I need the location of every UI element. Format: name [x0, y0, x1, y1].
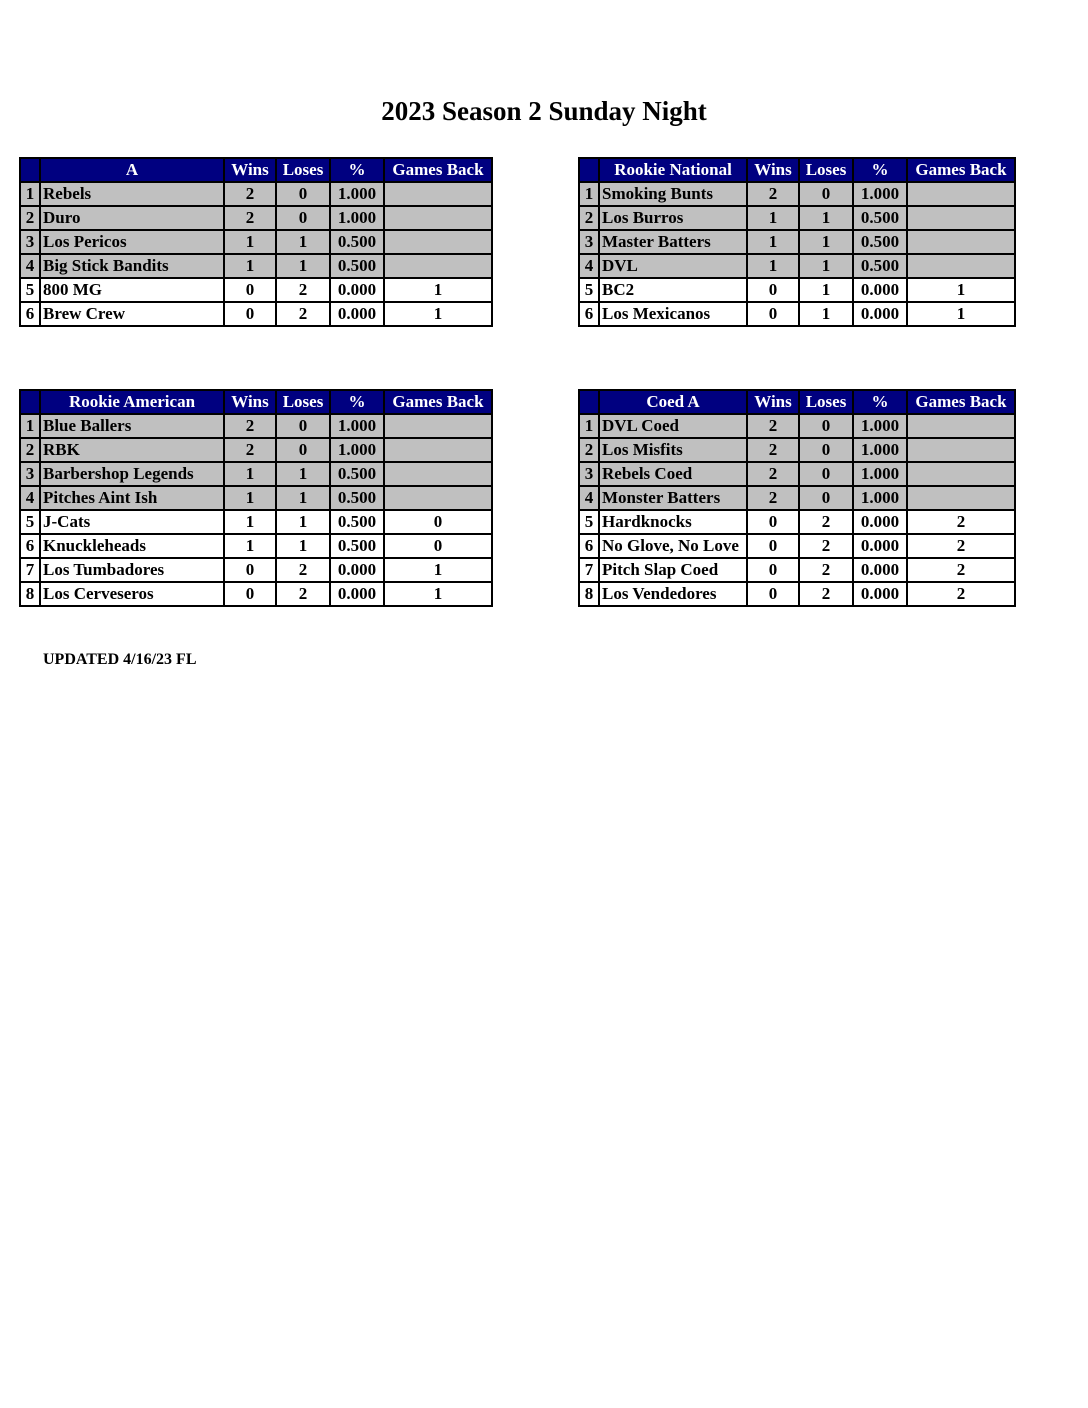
- team-name-cell: Knuckleheads: [40, 534, 224, 558]
- header-games-back: Games Back: [907, 390, 1015, 414]
- pct-cell: 0.000: [330, 582, 384, 606]
- team-name-cell: DVL: [599, 254, 747, 278]
- division-name: Rookie National: [599, 158, 747, 182]
- rank-cell: 1: [579, 182, 599, 206]
- table-row: [20, 230, 492, 254]
- loses-cell: 1: [276, 254, 330, 278]
- pct-cell: 0.500: [330, 486, 384, 510]
- team-name-cell: DVL Coed: [599, 414, 747, 438]
- team-name-cell: Duro: [40, 206, 224, 230]
- loses-cell: 2: [276, 302, 330, 326]
- updated-note: UPDATED 4/16/23 FL: [43, 651, 197, 668]
- pct-cell: 0.000: [853, 582, 907, 606]
- wins-cell: 2: [224, 414, 276, 438]
- wins-cell: 0: [224, 302, 276, 326]
- loses-cell: 2: [799, 510, 853, 534]
- table-row: [579, 462, 1015, 486]
- header-pct: %: [330, 390, 384, 414]
- table-row: [20, 278, 492, 302]
- header-row: [579, 390, 1015, 414]
- games-back-cell: [384, 462, 492, 486]
- wins-cell: 2: [747, 486, 799, 510]
- wins-cell: 0: [747, 510, 799, 534]
- table-row: [579, 414, 1015, 438]
- team-name-cell: Pitch Slap Coed: [599, 558, 747, 582]
- table-row: [579, 254, 1015, 278]
- pct-cell: 0.000: [853, 558, 907, 582]
- team-name-cell: Monster Batters: [599, 486, 747, 510]
- table-row: [20, 302, 492, 326]
- loses-cell: 1: [799, 254, 853, 278]
- pct-cell: 1.000: [853, 486, 907, 510]
- pct-cell: 0.000: [330, 558, 384, 582]
- team-name-cell: Los Mexicanos: [599, 302, 747, 326]
- table-row: [20, 182, 492, 206]
- table-row: [20, 462, 492, 486]
- loses-cell: 0: [276, 414, 330, 438]
- games-back-cell: [907, 414, 1015, 438]
- pct-cell: 0.000: [330, 302, 384, 326]
- pct-cell: 1.000: [330, 414, 384, 438]
- team-name-cell: Blue Ballers: [40, 414, 224, 438]
- wins-cell: 0: [747, 302, 799, 326]
- loses-cell: 1: [799, 230, 853, 254]
- pct-cell: 0.500: [330, 534, 384, 558]
- team-name-cell: Brew Crew: [40, 302, 224, 326]
- team-name-cell: RBK: [40, 438, 224, 462]
- loses-cell: 1: [799, 302, 853, 326]
- wins-cell: 2: [747, 414, 799, 438]
- loses-cell: 1: [276, 510, 330, 534]
- rank-cell: 6: [20, 302, 40, 326]
- team-name-cell: Los Tumbadores: [40, 558, 224, 582]
- table-row: [579, 302, 1015, 326]
- wins-cell: 0: [224, 558, 276, 582]
- rank-cell: 5: [579, 510, 599, 534]
- games-back-cell: 2: [907, 582, 1015, 606]
- games-back-cell: 2: [907, 534, 1015, 558]
- page-title: 2023 Season 2 Sunday Night: [381, 96, 707, 126]
- loses-cell: 0: [799, 414, 853, 438]
- wins-cell: 0: [224, 278, 276, 302]
- table-row: [20, 438, 492, 462]
- rank-cell: 2: [579, 206, 599, 230]
- header-rank-cell: [20, 390, 40, 414]
- table-row: [579, 206, 1015, 230]
- wins-cell: 1: [224, 486, 276, 510]
- rank-cell: 4: [20, 254, 40, 278]
- rank-cell: 8: [20, 582, 40, 606]
- standings-table-rookie-american: [19, 389, 493, 607]
- team-name-cell: Los Misfits: [599, 438, 747, 462]
- games-back-cell: 1: [384, 278, 492, 302]
- pct-cell: 1.000: [853, 414, 907, 438]
- rank-cell: 2: [20, 206, 40, 230]
- games-back-cell: [907, 438, 1015, 462]
- team-name-cell: Barbershop Legends: [40, 462, 224, 486]
- wins-cell: 0: [747, 278, 799, 302]
- games-back-cell: [384, 230, 492, 254]
- games-back-cell: [907, 230, 1015, 254]
- team-name-cell: Los Cerveseros: [40, 582, 224, 606]
- rank-cell: 6: [579, 534, 599, 558]
- rank-cell: 4: [579, 486, 599, 510]
- table-row: [579, 278, 1015, 302]
- header-rank-cell: [20, 158, 40, 182]
- pct-cell: 0.000: [853, 278, 907, 302]
- loses-cell: 0: [276, 182, 330, 206]
- table-row: [20, 414, 492, 438]
- header-games-back: Games Back: [384, 390, 492, 414]
- games-back-cell: [907, 462, 1015, 486]
- header-wins: Wins: [747, 390, 799, 414]
- table-row: [20, 206, 492, 230]
- wins-cell: 0: [747, 558, 799, 582]
- wins-cell: 0: [224, 582, 276, 606]
- division-name: Coed A: [599, 390, 747, 414]
- games-back-cell: 2: [907, 558, 1015, 582]
- pct-cell: 1.000: [853, 182, 907, 206]
- games-back-cell: 1: [384, 558, 492, 582]
- team-name-cell: Smoking Bunts: [599, 182, 747, 206]
- wins-cell: 2: [747, 462, 799, 486]
- loses-cell: 1: [799, 206, 853, 230]
- standings-table-a: [19, 157, 493, 327]
- games-back-cell: [384, 414, 492, 438]
- table-row: [579, 486, 1015, 510]
- rank-cell: 4: [579, 254, 599, 278]
- rank-cell: 1: [20, 414, 40, 438]
- pct-cell: 0.500: [330, 254, 384, 278]
- loses-cell: 0: [276, 438, 330, 462]
- games-back-cell: 1: [384, 582, 492, 606]
- rank-cell: 3: [20, 462, 40, 486]
- header-pct: %: [853, 390, 907, 414]
- pct-cell: 0.500: [853, 206, 907, 230]
- table-row: [20, 582, 492, 606]
- loses-cell: 0: [799, 438, 853, 462]
- header-wins: Wins: [224, 390, 276, 414]
- header-loses: Loses: [799, 158, 853, 182]
- table-row: [579, 558, 1015, 582]
- header-wins: Wins: [224, 158, 276, 182]
- table-row: [20, 534, 492, 558]
- wins-cell: 2: [747, 182, 799, 206]
- loses-cell: 2: [799, 534, 853, 558]
- header-pct: %: [330, 158, 384, 182]
- pct-cell: 0.000: [853, 510, 907, 534]
- rank-cell: 5: [20, 510, 40, 534]
- team-name-cell: Los Burros: [599, 206, 747, 230]
- pct-cell: 0.500: [330, 462, 384, 486]
- standings-table-rookie-national: [578, 157, 1016, 327]
- header-games-back: Games Back: [907, 158, 1015, 182]
- games-back-cell: 1: [384, 302, 492, 326]
- wins-cell: 2: [224, 206, 276, 230]
- loses-cell: 2: [276, 582, 330, 606]
- loses-cell: 2: [799, 558, 853, 582]
- team-name-cell: Rebels: [40, 182, 224, 206]
- wins-cell: 0: [747, 534, 799, 558]
- team-name-cell: Hardknocks: [599, 510, 747, 534]
- pct-cell: 1.000: [330, 182, 384, 206]
- team-name-cell: Los Vendedores: [599, 582, 747, 606]
- games-back-cell: [907, 254, 1015, 278]
- rank-cell: 6: [20, 534, 40, 558]
- loses-cell: 1: [799, 278, 853, 302]
- header-games-back: Games Back: [384, 158, 492, 182]
- team-name-cell: Big Stick Bandits: [40, 254, 224, 278]
- standings-table-coed-a: [578, 389, 1016, 607]
- games-back-cell: [907, 206, 1015, 230]
- table-row: [20, 486, 492, 510]
- header-row: [20, 158, 492, 182]
- table-row: [579, 582, 1015, 606]
- rank-cell: 1: [579, 414, 599, 438]
- table-row: [579, 182, 1015, 206]
- wins-cell: 2: [224, 182, 276, 206]
- team-name-cell: Master Batters: [599, 230, 747, 254]
- table-row: [579, 510, 1015, 534]
- games-back-cell: 0: [384, 534, 492, 558]
- team-name-cell: J-Cats: [40, 510, 224, 534]
- header-row: [20, 390, 492, 414]
- loses-cell: 0: [799, 182, 853, 206]
- team-name-cell: Rebels Coed: [599, 462, 747, 486]
- pct-cell: 1.000: [330, 438, 384, 462]
- rank-cell: 6: [579, 302, 599, 326]
- rank-cell: 2: [579, 438, 599, 462]
- table-row: [20, 254, 492, 278]
- wins-cell: 2: [224, 438, 276, 462]
- loses-cell: 0: [276, 206, 330, 230]
- loses-cell: 2: [276, 278, 330, 302]
- wins-cell: 1: [747, 254, 799, 278]
- rank-cell: 1: [20, 182, 40, 206]
- header-rank-cell: [579, 158, 599, 182]
- games-back-cell: 2: [907, 510, 1015, 534]
- header-loses: Loses: [276, 390, 330, 414]
- header-rank-cell: [579, 390, 599, 414]
- wins-cell: 2: [747, 438, 799, 462]
- wins-cell: 1: [747, 230, 799, 254]
- table-row: [579, 534, 1015, 558]
- wins-cell: 0: [747, 582, 799, 606]
- team-name-cell: Los Pericos: [40, 230, 224, 254]
- pct-cell: 1.000: [853, 462, 907, 486]
- loses-cell: 2: [799, 582, 853, 606]
- games-back-cell: 1: [907, 302, 1015, 326]
- division-name: Rookie American: [40, 390, 224, 414]
- team-name-cell: 800 MG: [40, 278, 224, 302]
- loses-cell: 2: [276, 558, 330, 582]
- games-back-cell: 1: [907, 278, 1015, 302]
- table-row: [579, 230, 1015, 254]
- pct-cell: 0.500: [330, 510, 384, 534]
- games-back-cell: [384, 182, 492, 206]
- rank-cell: 2: [20, 438, 40, 462]
- header-pct: %: [853, 158, 907, 182]
- games-back-cell: [384, 438, 492, 462]
- games-back-cell: [907, 486, 1015, 510]
- team-name-cell: No Glove, No Love: [599, 534, 747, 558]
- rank-cell: 7: [20, 558, 40, 582]
- table-row: [20, 558, 492, 582]
- pct-cell: 0.500: [853, 254, 907, 278]
- rank-cell: 3: [20, 230, 40, 254]
- loses-cell: 0: [799, 486, 853, 510]
- pct-cell: 0.000: [853, 534, 907, 558]
- rank-cell: 7: [579, 558, 599, 582]
- rank-cell: 5: [579, 278, 599, 302]
- team-name-cell: Pitches Aint Ish: [40, 486, 224, 510]
- loses-cell: 1: [276, 486, 330, 510]
- team-name-cell: BC2: [599, 278, 747, 302]
- header-loses: Loses: [276, 158, 330, 182]
- header-wins: Wins: [747, 158, 799, 182]
- rank-cell: 3: [579, 462, 599, 486]
- division-name: A: [40, 158, 224, 182]
- wins-cell: 1: [747, 206, 799, 230]
- rank-cell: 4: [20, 486, 40, 510]
- pct-cell: 1.000: [853, 438, 907, 462]
- pct-cell: 0.000: [330, 278, 384, 302]
- wins-cell: 1: [224, 230, 276, 254]
- header-loses: Loses: [799, 390, 853, 414]
- wins-cell: 1: [224, 462, 276, 486]
- rank-cell: 3: [579, 230, 599, 254]
- loses-cell: 1: [276, 462, 330, 486]
- pct-cell: 0.500: [853, 230, 907, 254]
- games-back-cell: [384, 486, 492, 510]
- games-back-cell: [384, 254, 492, 278]
- pct-cell: 0.500: [330, 230, 384, 254]
- wins-cell: 1: [224, 534, 276, 558]
- header-row: [579, 158, 1015, 182]
- games-back-cell: [384, 206, 492, 230]
- loses-cell: 1: [276, 534, 330, 558]
- table-row: [20, 510, 492, 534]
- games-back-cell: [907, 182, 1015, 206]
- loses-cell: 0: [799, 462, 853, 486]
- games-back-cell: 0: [384, 510, 492, 534]
- table-row: [579, 438, 1015, 462]
- wins-cell: 1: [224, 254, 276, 278]
- pct-cell: 1.000: [330, 206, 384, 230]
- pct-cell: 0.000: [853, 302, 907, 326]
- wins-cell: 1: [224, 510, 276, 534]
- rank-cell: 8: [579, 582, 599, 606]
- loses-cell: 1: [276, 230, 330, 254]
- rank-cell: 5: [20, 278, 40, 302]
